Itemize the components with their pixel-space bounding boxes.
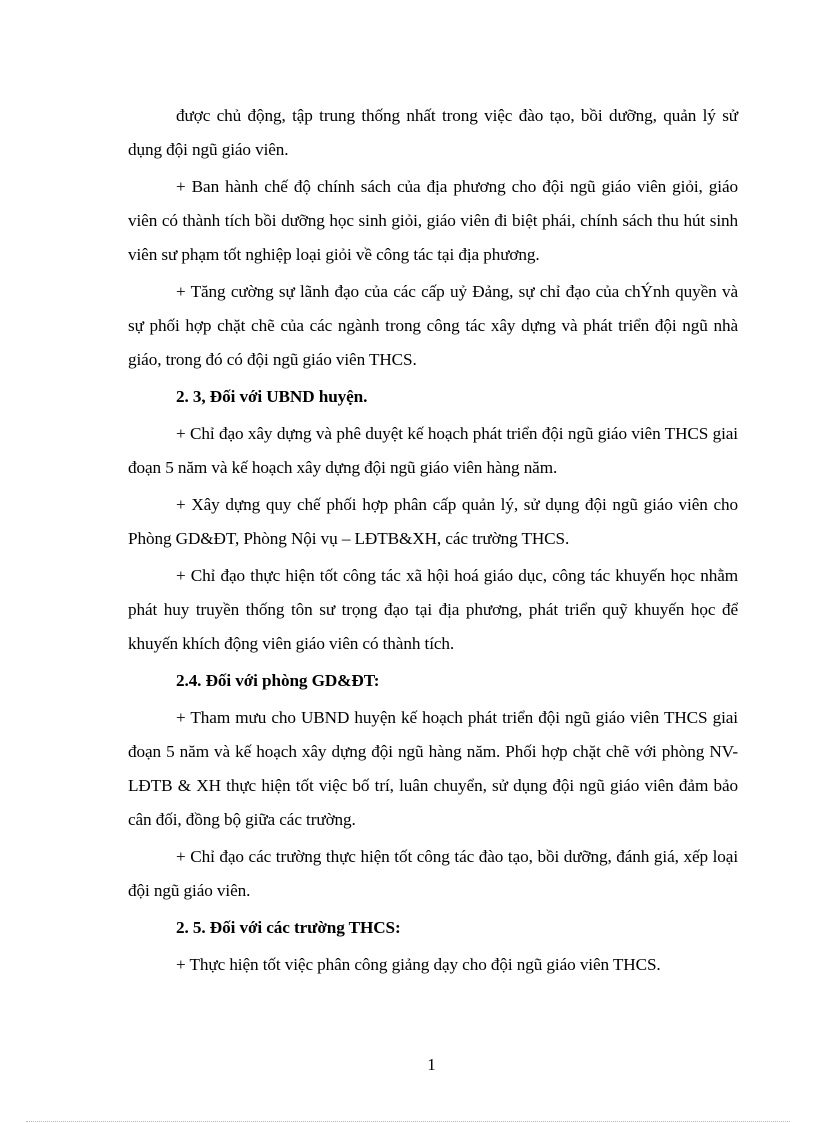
section-heading-ubnd: 2. 3, Đối với UBND huyện.: [176, 387, 368, 406]
document-body: [128, 99, 738, 985]
paragraph-policy-teachers: + Ban hành chế độ chính sách của địa phương cho đội ngũ giáo viên giỏi, giáo viên có thành tích bồi dưỡng học sinh giỏi, giáo viên đi biệt phái, chính sách thu hút sinh viên sư phạm tốt nghiệp loại giỏi về công tác tại địa phương.: [128, 177, 738, 264]
paragraph-intro-continuation: được chủ động, tập trung thống nhất trong việc đào tạo, bồi dưỡng, quản lý sử dụng đội ngũ giáo viên.: [128, 106, 738, 159]
paragraph-ubnd-regulation: + Xây dựng quy chế phối hợp phân cấp quản lý, sử dụng đội ngũ giáo viên cho Phòng GD&ĐT, Phòng Nội vụ – LĐTB&XH, các trường THCS.: [128, 495, 738, 548]
paragraph-schools-assign: + Thực hiện tốt việc phân công giảng dạy cho đội ngũ giáo viên THCS.: [176, 955, 661, 974]
section-heading-schools: 2. 5. Đối với các trường THCS:: [176, 918, 401, 937]
page-number: 1: [427, 1055, 436, 1074]
paragraph-gddt-advise: + Tham mưu cho UBND huyện kế hoạch phát triển đội ngũ giáo viên THCS giai đoạn 5 năm và kế hoạch xây dựng đội ngũ hàng năm. Phối hợp chặt chẽ với phòng NV-LĐTB & XH thực hiện tốt việc bố trí, luân chuyển, sử dụng đội ngũ giáo viên đảm bảo cân đối, đồng bộ giữa các trường.: [128, 708, 738, 829]
page-bottom-divider: [26, 1121, 790, 1122]
section-heading-gddt: 2.4. Đối với phòng GD&ĐT:: [176, 671, 380, 690]
paragraph-gddt-direct: + Chỉ đạo các trường thực hiện tốt công tác đào tạo, bồi dưỡng, đánh giá, xếp loại đội ngũ giáo viên.: [128, 847, 738, 900]
paragraph-ubnd-socialization: + Chỉ đạo thực hiện tốt công tác xã hội hoá giáo dục, công tác khuyến học nhằm phát huy truyền thống tôn sư trọng đạo tại địa phương, phát triển quỹ khuyến học để khuyến khích động viên giáo viên có thành tích.: [128, 566, 738, 653]
paragraph-ubnd-plan: + Chỉ đạo xây dựng và phê duyệt kế hoạch phát triển đội ngũ giáo viên THCS giai đoạn 5 năm và kế hoạch xây dựng đội ngũ giáo viên hàng năm.: [128, 424, 738, 477]
paragraph-party-leadership: + Tăng cường sự lãnh đạo của các cấp uỷ Đảng, sự chỉ đạo của chÝnh quyền và sự phối hợp chặt chẽ của các ngành trong công tác xây dựng và phát triển đội ngũ nhà giáo, trong đó có đội ngũ giáo viên THCS.: [128, 282, 738, 369]
